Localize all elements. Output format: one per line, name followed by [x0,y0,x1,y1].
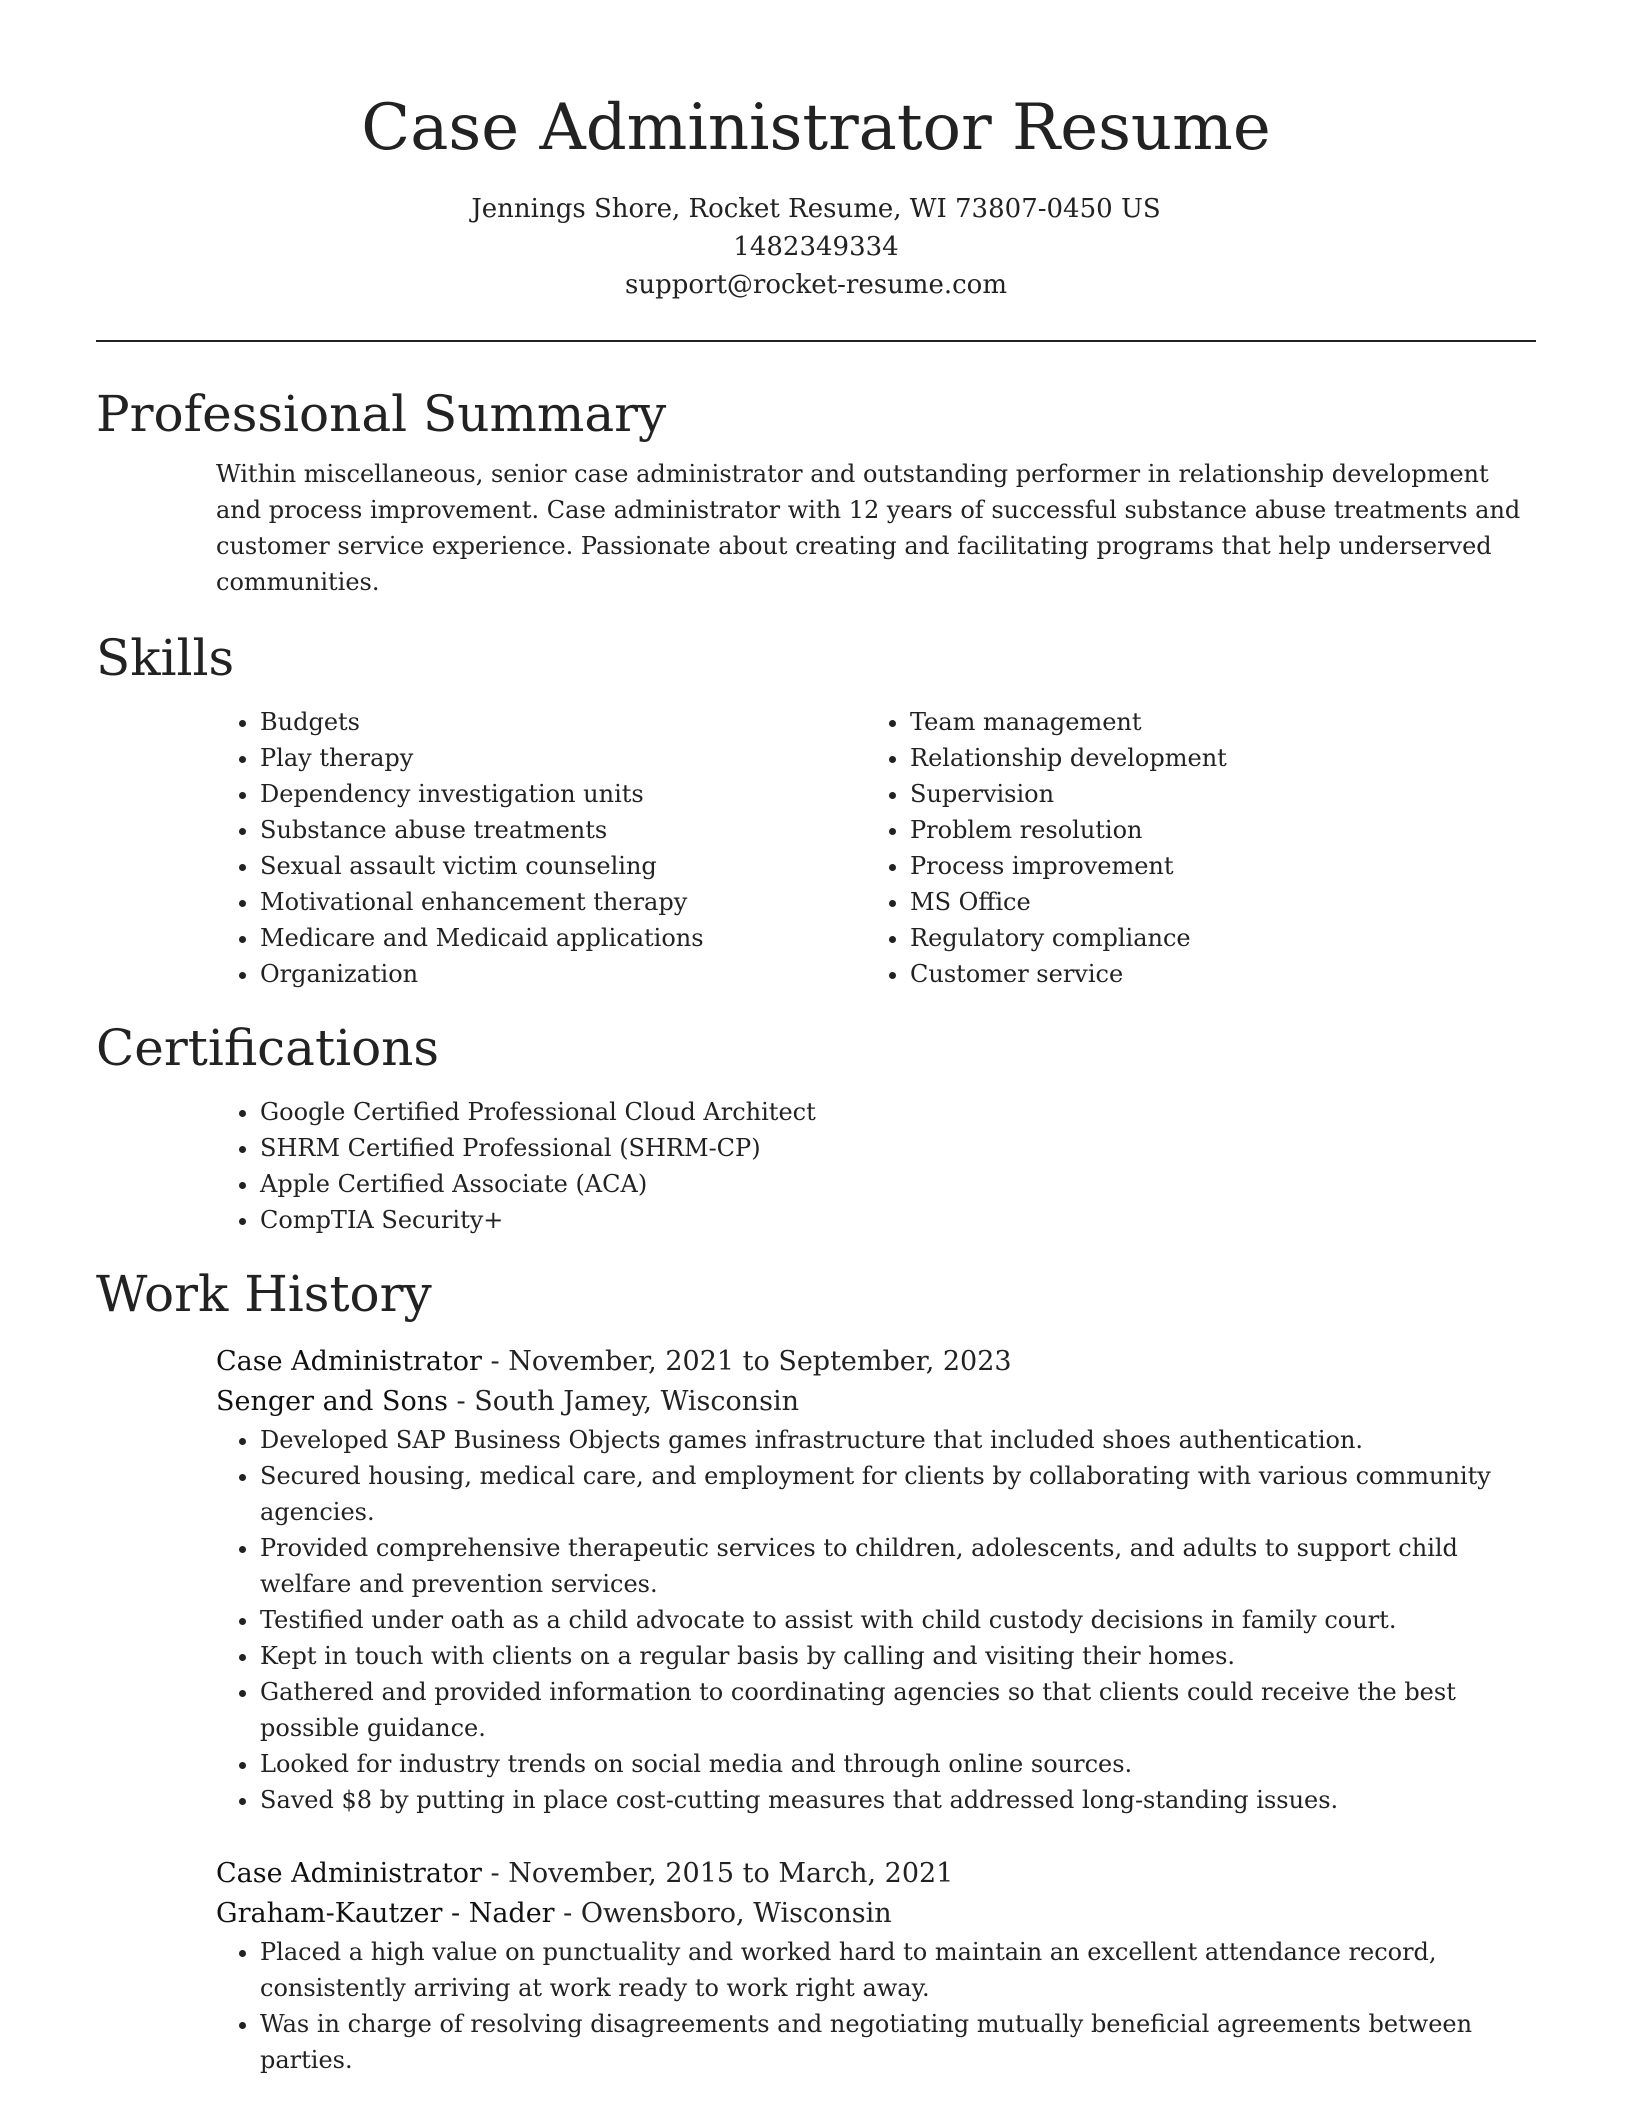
job-bullet: • Provided comprehensive therapeutic services to children, adolescents, and adults to support child welfare and prevention services. [260,1530,1536,1602]
skill-item: • Team management [910,704,1516,740]
skills-column-right [866,704,1516,992]
job-company: Graham-Kautzer - Nader [216,1898,555,1929]
resume-page [96,0,1536,2078]
certification-item: • Google Certified Professional Cloud Architect [260,1094,1536,1130]
job-dates: November, 2015 to March, 2021 [508,1858,954,1889]
job-bullet: • Looked for industry trends on social media and through online sources. [260,1746,1536,1782]
contact-address: Jennings Shore, Rocket Resume, WI 73807-0450 US [471,194,1161,224]
skill-item: • Problem resolution [910,812,1516,848]
job-bullet: • Secured housing, medical care, and employment for clients by collaborating with various community agencies. [260,1458,1536,1530]
skills-heading: Skills [96,629,235,687]
certification-item: • SHRM Certified Professional (SHRM-CP) [260,1130,1536,1166]
skill-item: • Customer service [910,956,1516,992]
skill-item: • Play therapy [260,740,866,776]
header-divider [96,340,1536,342]
job-bullet: • Testified under oath as a child advocate to assist with child custody decisions in family court. [260,1602,1536,1638]
job-title: Case Administrator [216,1858,482,1889]
contact-phone: 1482349334 [733,232,899,262]
skill-item: • Sexual assault victim counseling [260,848,866,884]
skill-item: • Motivational enhancement therapy [260,884,866,920]
job-company-line: Senger and Sons - South Jamey, Wisconsin [216,1386,799,1417]
skill-item: • Medicare and Medicaid applications [260,920,866,956]
skill-item: • Relationship development [910,740,1516,776]
contact-email: support@rocket-resume.com [624,270,1007,300]
certifications-list [96,1094,1536,1238]
skills-column-left [216,704,866,992]
job-entry [96,1854,1536,2078]
job-title-line: Case Administrator - November, 2015 to March, 2021 [216,1858,954,1889]
job-dates: November, 2021 to September, 2023 [508,1346,1012,1377]
job-title: Case Administrator [216,1346,482,1377]
contact-block [96,190,1536,304]
skill-item: • MS Office [910,884,1516,920]
job-bullet: • Was in charge of resolving disagreements and negotiating mutually beneficial agreements between parties. [260,2006,1536,2078]
job-bullets [216,1422,1536,1818]
job-bullet: • Kept in touch with clients on a regular basis by calling and visiting their homes. [260,1638,1536,1674]
skill-item: • Substance abuse treatments [260,812,866,848]
skill-item: • Regulatory compliance [910,920,1516,956]
job-bullet: • Saved $8 by putting in place cost-cutting measures that addressed long-standing issues. [260,1782,1536,1818]
skill-item: • Process improvement [910,848,1516,884]
resume-title: Case Administrator Resume [361,91,1271,165]
certifications-heading: Certifications [96,1019,440,1077]
job-title-line: Case Administrator - November, 2021 to September, 2023 [216,1346,1012,1377]
skill-item: • Budgets [260,704,866,740]
summary-text: Within miscellaneous, senior case administrator and outstanding performer in relationship development and process improvement. Case administrator with 12 years of successful substance abuse treatments and customer service experience. Passionate about creating and facilitating programs that help underserved communities. [216,460,1521,596]
job-location: Owensboro, Wisconsin [580,1898,892,1929]
skill-item: • Dependency investigation units [260,776,866,812]
job-bullet: • Placed a high value on punctuality and worked hard to maintain an excellent attendance record, consistently arriving at work ready to work right away. [260,1934,1536,2006]
summary-heading: Professional Summary [96,385,667,443]
work-history-heading: Work History [96,1265,432,1323]
job-location: South Jamey, Wisconsin [474,1386,799,1417]
skill-item: • Organization [260,956,866,992]
job-bullets [216,1934,1536,2078]
certification-item: • Apple Certified Associate (ACA) [260,1166,1536,1202]
job-bullet: • Developed SAP Business Objects games infrastructure that included shoes authentication. [260,1422,1536,1458]
certification-item: • CompTIA Security+ [260,1202,1536,1238]
job-company: Senger and Sons [216,1386,448,1417]
job-bullet: • Gathered and provided information to coordinating agencies so that clients could receive the best possible guidance. [260,1674,1536,1746]
job-entry [96,1342,1536,1818]
skills-list [96,704,1536,992]
job-company-line: Graham-Kautzer - Nader - Owensboro, Wisconsin [216,1898,892,1929]
skill-item: • Supervision [910,776,1516,812]
